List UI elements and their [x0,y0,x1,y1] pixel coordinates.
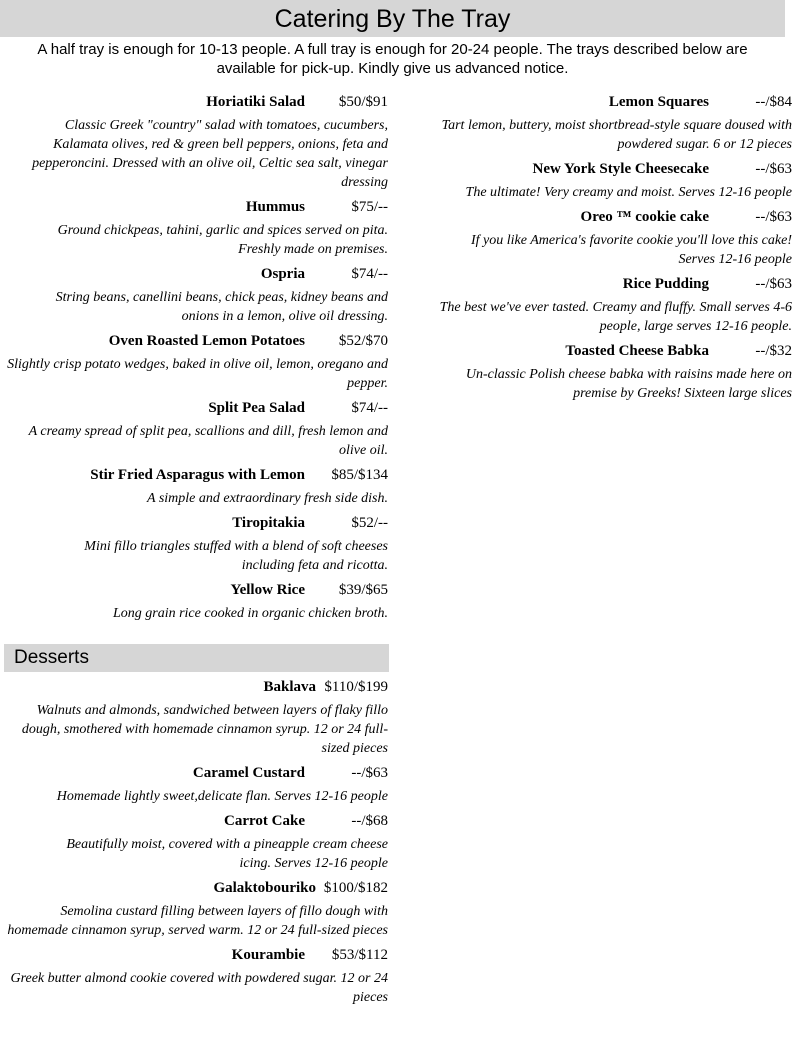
menu-item [0,465,388,508]
item-price: $74/-- [351,266,388,282]
item-price: $39/$65 [338,582,388,598]
menu-item [0,513,388,575]
item-price: --/$32 [755,343,792,359]
item-price: $50/$91 [338,94,388,110]
item-name: Baklava [263,679,316,695]
item-description: A simple and extraordinary fresh side dish. [147,491,388,506]
menu-item [405,159,792,202]
intro-text: A half tray is enough for 10-13 people. A full tray is enough for 20-24 people. The trays described below are available for pick-up. Kindly give us advanced notice. [37,41,748,77]
item-description: Beautifully moist, covered with a pineapple cream cheese icing. Serves 12-16 people [66,837,388,871]
item-price: $75/-- [351,199,388,215]
menu-item [405,207,792,269]
item-name: Oven Roasted Lemon Potatoes [108,333,305,349]
item-description: Tart lemon, buttery, moist shortbread-style square doused with powdered sugar. 6 or 12 pieces [441,118,792,152]
item-description: Long grain rice cooked in organic chicken broth. [112,606,388,621]
menu-item [0,878,388,940]
item-name: Oreo ™ cookie cake [580,209,709,225]
desserts-column [0,677,388,1012]
section-title: Desserts [14,647,89,668]
item-description: Un-classic Polish cheese babka with raisins made here on premise by Greeks! Sixteen large slices [465,367,792,401]
menu-item [405,92,792,154]
item-price: $110/$199 [324,679,388,695]
item-price: --/$84 [755,94,792,110]
item-price: --/$63 [755,161,792,177]
item-name: New York Style Cheesecake [532,161,709,177]
menu-column-right [405,92,792,408]
item-description: If you like America's favorite cookie you'll love this cake! Serves 12-16 people [470,233,792,267]
item-price: $52/$70 [338,333,388,349]
item-name: Split Pea Salad [208,400,305,416]
item-name: Carrot Cake [224,813,305,829]
item-description: Slightly crisp potato wedges, baked in olive oil, lemon, oregano and pepper. [7,357,388,391]
item-description: String beans, canellini beans, chick peas, kidney beans and onions in a lemon, olive oil dressing. [55,290,388,324]
menu-item [0,763,388,806]
item-price: $100/$182 [323,880,388,896]
menu-item [0,677,388,758]
item-price: --/$63 [351,765,388,781]
menu-item [0,398,388,460]
menu-item [405,274,792,336]
item-description: Mini fillo triangles stuffed with a blend of soft cheeses including feta and ricotta. [84,539,388,573]
item-name: Rice Pudding [622,276,709,292]
item-price: $52/-- [351,515,388,531]
item-description: Semolina custard filling between layers of fillo dough with homemade cinnamon syrup, served warm. 12 or 24 full-sized pieces [7,904,388,938]
menu-item [0,264,388,326]
item-name: Galaktobouriko [213,880,316,896]
item-name: Lemon Squares [608,94,709,110]
menu-item [0,580,388,623]
item-name: Stir Fried Asparagus with Lemon [90,467,305,483]
item-description: Homemade lightly sweet,delicate flan. Serves 12-16 people [56,789,388,804]
menu-item [0,197,388,259]
item-description: Classic Greek "country" salad with tomatoes, cucumbers, Kalamata olives, red & green bell peppers, onions, feta and pepperoncini. Dressed with an olive oil, Celtic sea salt, vinegar dressing [32,118,388,190]
menu-item [0,945,388,1007]
item-description: Ground chickpeas, tahini, garlic and spices served on pita. Freshly made on premises. [57,223,388,257]
item-price: $74/-- [351,400,388,416]
menu-item [0,92,388,192]
item-name: Ospria [260,266,305,282]
menu-column-left [0,92,388,628]
item-price: --/$63 [755,209,792,225]
item-name: Tiropitakia [232,515,305,531]
item-name: Yellow Rice [230,582,305,598]
item-name: Caramel Custard [192,765,305,781]
item-price: --/$63 [755,276,792,292]
menu-item [0,331,388,393]
item-price: $53/$112 [331,947,388,963]
item-description: A creamy spread of split pea, scallions and dill, fresh lemon and olive oil. [28,424,388,458]
item-price: $85/$134 [331,467,388,483]
item-name: Kourambie [231,947,305,963]
item-description: Greek butter almond cookie covered with powdered sugar. 12 or 24 pieces [10,971,388,1005]
item-description: Walnuts and almonds, sandwiched between layers of flaky fillo dough, smothered with homemade cinnamon syrup. 12 or 24 full-sized pieces [21,703,388,756]
page-title: Catering By The Tray [274,5,511,33]
menu-item [405,341,792,403]
item-description: The ultimate! Very creamy and moist. Serves 12-16 people [465,185,792,200]
item-name: Hummus [245,199,305,215]
item-description: The best we've ever tasted. Creamy and fluffy. Small serves 4-6 people, large serves 12-16 people. [439,300,792,334]
item-name: Toasted Cheese Babka [565,343,709,359]
item-price: --/$68 [351,813,388,829]
menu-item [0,811,388,873]
item-name: Horiatiki Salad [206,94,305,110]
